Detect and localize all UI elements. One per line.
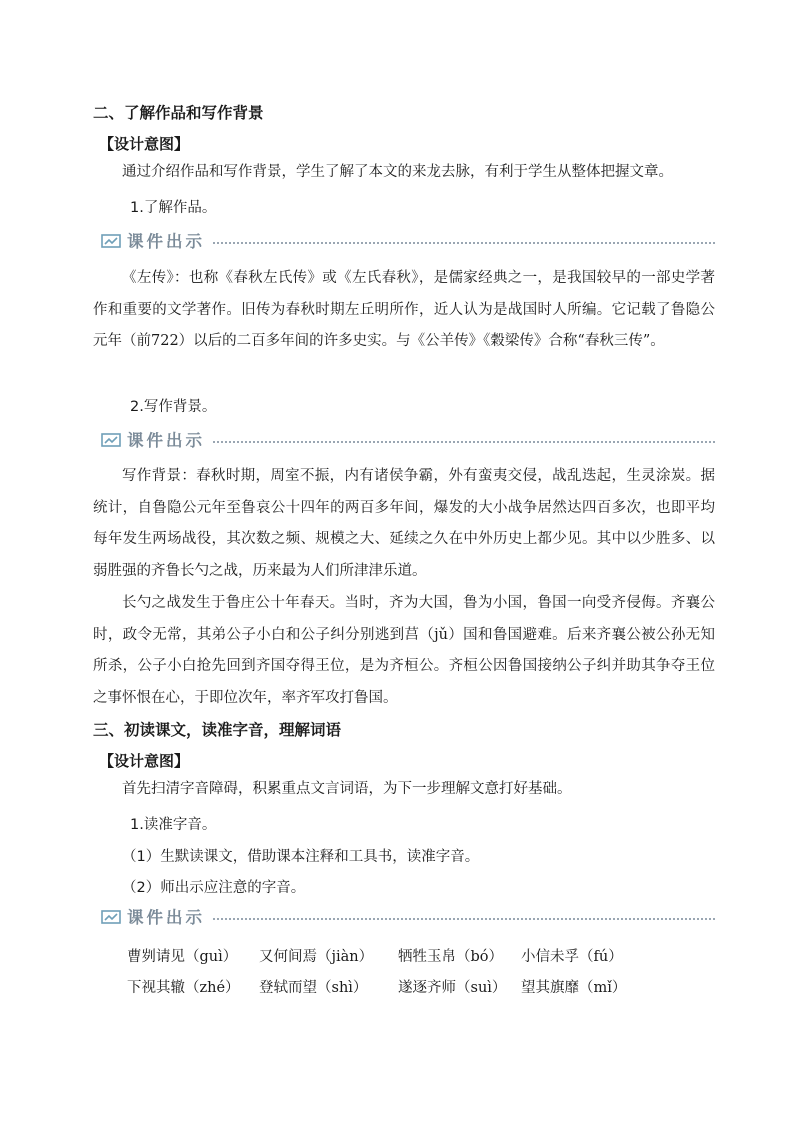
presentation-chart-icon bbox=[101, 433, 121, 449]
zuozhuan-paragraph: 《左传》：也称《春秋左氏传》或《左氏春秋》，是儒家经典之一，是我国较早的一部史学著作和重要的文学著作。旧传为春秋时期左丘明所作，近人认为是战国时人所编。它记载了鲁隐公元年（前722）以后的二百多年间的许多史实。与《公羊传》《穀梁传》合称“春秋三传”。 bbox=[93, 270, 715, 350]
dotted-divider bbox=[213, 918, 715, 920]
pronunciation-item: 又何间焉（jiàn） bbox=[259, 949, 374, 965]
pronunciation-item: 小信未孚（fú） bbox=[521, 949, 623, 965]
section3-sub1: （1）生默读课文，借助课本注释和工具书，读准字音。 bbox=[122, 849, 480, 865]
courseware-label: 课件出示 bbox=[127, 232, 205, 251]
pronunciation-item: 登轼而望（shì） bbox=[259, 980, 368, 996]
pronunciation-item: 望其旗靡（mǐ） bbox=[521, 980, 627, 996]
section2-design-text: 通过介绍作品和写作背景，学生了解了本文的来龙去脉，有利于学生从整体把握文章。 bbox=[122, 164, 673, 180]
pronunciation-item: 牺牲玉帛（bó） bbox=[398, 949, 504, 965]
section2-title: 二、了解作品和写作背景 bbox=[93, 104, 264, 122]
presentation-chart-icon bbox=[101, 910, 121, 926]
courseware-label: 课件出示 bbox=[127, 908, 205, 927]
courseware-label: 课件出示 bbox=[127, 431, 205, 450]
section2-design-label: 【设计意图】 bbox=[99, 135, 190, 153]
section3-title: 三、初读课文，读准字音，理解词语 bbox=[93, 721, 342, 739]
dotted-divider bbox=[213, 441, 715, 443]
section2-item2: 2.写作背景。 bbox=[130, 399, 217, 415]
courseware-banner-3 bbox=[101, 907, 715, 929]
section3-design-text: 首先扫清字音障碍，积累重点文言词语，为下一步理解文意打好基础。 bbox=[122, 781, 572, 797]
courseware-banner-1 bbox=[101, 231, 715, 253]
section2-item1: 1.了解作品。 bbox=[130, 200, 217, 216]
section3-design-label: 【设计意图】 bbox=[99, 752, 190, 770]
dotted-divider bbox=[213, 242, 715, 244]
pronunciation-item: 曹刿请见（guì） bbox=[127, 949, 238, 965]
background-paragraph-1: 写作背景：春秋时期，周室不振，内有诸侯争霸，外有蛮夷交侵，战乱迭起，生灵涂炭。据统计，自鲁隐公元年至鲁哀公十四年的两百多年间，爆发的大小战争居然达四百多次，也即平均每年发生两场战役，其次数之频、规模之大、延续之久在中外历史上都少见。其中以少胜多、以弱胜强的齐鲁长勺之战，历来最为人们所津津乐道。 bbox=[93, 468, 715, 579]
background-paragraph-2: 长勺之战发生于鲁庄公十年春天。当时，齐为大国，鲁为小国，鲁国一向受齐侵侮。齐襄公时，政令无常，其弟公子小白和公子纠分别逃到莒（jǔ）国和鲁国避难。后来齐襄公被公孙无知所杀，公子小白抢先回到齐国夺得王位，是为齐桓公。齐桓公因鲁国接纳公子纠并助其争夺王位之事怀恨在心，于即位次年，率齐军攻打鲁国。 bbox=[93, 595, 715, 706]
section3-item1: 1.读准字音。 bbox=[130, 817, 217, 833]
courseware-banner-2 bbox=[101, 430, 715, 452]
presentation-chart-icon bbox=[101, 234, 121, 250]
section3-sub2: （2）师出示应注意的字音。 bbox=[122, 880, 306, 896]
pronunciation-item: 遂逐齐师（suì） bbox=[398, 980, 507, 996]
pronunciation-item: 下视其辙（zhé） bbox=[127, 980, 240, 996]
